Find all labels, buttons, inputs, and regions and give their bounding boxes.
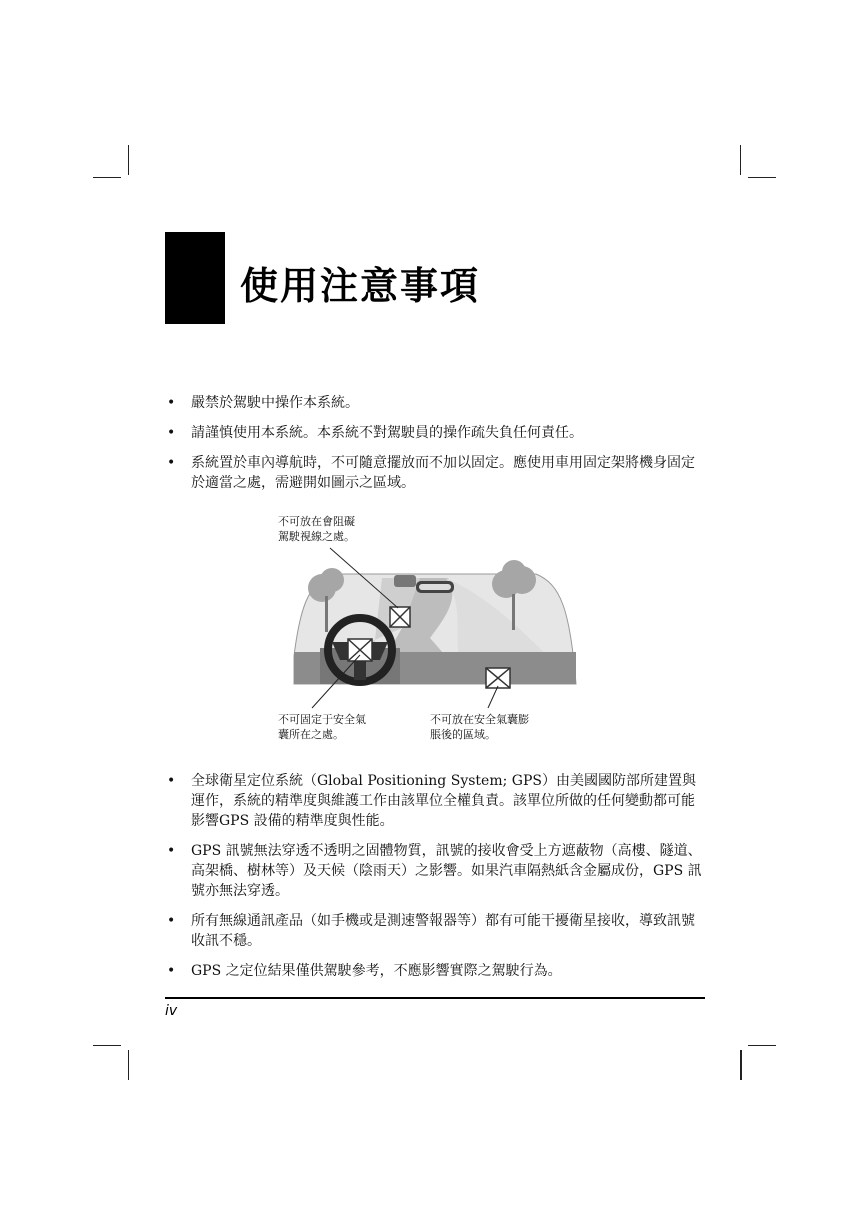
crop-mark: [748, 1045, 776, 1046]
bullet-icon: •: [167, 395, 176, 411]
crop-mark: [128, 145, 129, 175]
bullet-icon: •: [167, 913, 176, 929]
bullet-icon: •: [167, 843, 176, 859]
crop-mark: [740, 1050, 742, 1080]
crop-mark: [128, 1050, 129, 1080]
callout-line: 脹後的區域。: [430, 728, 496, 741]
list-item-text: 嚴禁於駕駛中操作本系統。: [191, 395, 359, 411]
chapter-marker-block: [165, 232, 225, 324]
list-item-text: GPS 之定位結果僅供駕駛參考，不應影響實際之駕駛行為。: [191, 963, 562, 979]
crop-mark: [740, 145, 741, 175]
bullet-icon: •: [167, 425, 176, 441]
callout-line: 不可固定于安全氣: [278, 713, 366, 726]
bullet-icon: •: [167, 773, 176, 789]
callout-line: 駕駛視線之處。: [278, 530, 355, 543]
car-interior-drawing: [270, 508, 590, 748]
callout-line: 不可放在會阻礙: [278, 515, 355, 528]
list-item-text: 全球衛星定位系統（Global Positioning System; GPS）由美國國防部所建置與運作，系統的精準度與維護工作由該單位全權負責。該單位所做的任何變動都可能影響GPS 設備的精準度與性能。: [191, 773, 696, 829]
list-item: [165, 961, 705, 981]
bullet-icon: •: [167, 963, 176, 979]
list-item: [165, 393, 705, 413]
list-item-text: 所有無線通訊產品（如手機或是測速警報器等）都有可能干擾衛星接收，導致訊號收訊不穩。: [191, 913, 695, 949]
list-item-text: 系統置於車內導航時，不可隨意擺放而不加以固定。應使用車用固定架將機身固定於適當之處，需避開如圖示之區域。: [191, 455, 695, 491]
precautions-list-bottom: [165, 771, 705, 991]
crop-mark: [748, 177, 776, 178]
chapter-title: 使用注意事項: [240, 264, 481, 308]
list-item: [165, 423, 705, 443]
mounting-illustration: [270, 508, 590, 748]
list-item: [165, 453, 705, 493]
list-item: [165, 771, 705, 831]
callout-line: 不可放在安全氣囊膨: [430, 713, 529, 726]
footer-rule: [165, 997, 705, 999]
list-item-text: GPS 訊號無法穿透不透明之固體物質，訊號的接收會受上方遮蔽物（高樓、隧道、高架橋、樹林等）及天候（陰雨天）之影響。如果汽車隔熱紙含金屬成份，GPS 訊號亦無法穿透。: [191, 843, 702, 899]
list-item: [165, 841, 705, 901]
precautions-list-top: [165, 393, 705, 503]
callout-line: 囊所在之處。: [278, 728, 344, 741]
page-number: iv: [165, 1003, 178, 1019]
list-item: [165, 911, 705, 951]
crop-mark: [93, 177, 121, 178]
crop-mark: [93, 1045, 121, 1046]
bullet-icon: •: [167, 455, 176, 471]
list-item-text: 請謹慎使用本系統。本系統不對駕駛員的操作疏失負任何責任。: [191, 425, 583, 441]
